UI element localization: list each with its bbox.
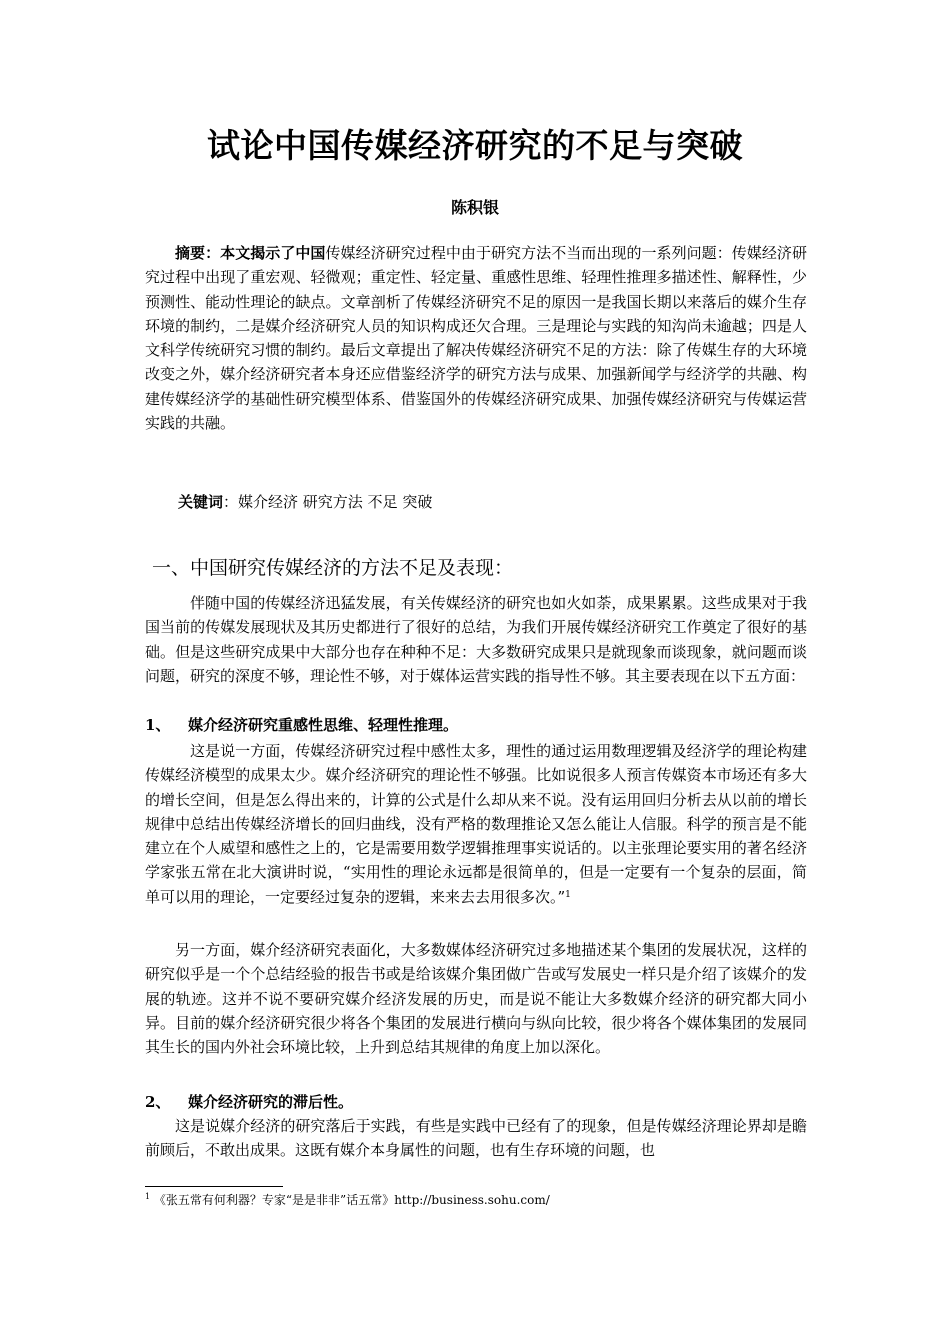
- footnote-text: 《张五常有何利器？专家“是是非非”话五常》http://business.sohu.com/: [153, 1193, 550, 1207]
- footnote-reference[interactable]: 1: [565, 889, 571, 900]
- footnote-number: 1: [145, 1192, 151, 1201]
- subheading-1-number: 1、: [145, 716, 171, 734]
- footnote: [145, 1192, 550, 1208]
- subsection-2-paragraph-1: 这是说媒介经济的研究落后于实践，有些是实践中已经有了的现象，但是传媒经济理论界却是瞻前顾后，不敢出成果。这既有媒介本身属性的问题，也有生存环境的问题，也: [145, 1117, 807, 1160]
- subheading-2-number: 2、: [145, 1093, 171, 1111]
- document-title: 试论中国传媒经济研究的不足与突破: [207, 126, 743, 165]
- author-name: 陈积银: [450, 198, 499, 217]
- subsection-1-paragraph-1: [145, 739, 807, 909]
- subheading-2-title: 媒介经济研究的滞后性。: [188, 1093, 354, 1111]
- keywords-text: ：媒介经济 研究方法 不足 突破: [223, 493, 433, 511]
- subheading-1: [145, 713, 458, 737]
- keywords-label: 关键词: [178, 493, 224, 511]
- section-heading: 一、中国研究传媒经济的方法不足及表现：: [152, 557, 514, 579]
- abstract-text: 传媒经济研究过程中由于研究方法不当而出现的一系列问题：传媒经济研究过程中出现了重宏观、轻微观；重定性、轻定量、重感性思维、轻理性推理多描述性、解释性，少预测性、能动性理论的缺点。文章剖析了传媒经济研究不足的原因一是我国长期以来落后的媒介生存环境的制约，二是媒介经济研究人员的知识构成还欠合理。三是理论与实践的知沟尚未逾越；四是人文科学传统研究习惯的制约。最后文章提出了解决传媒经济研究不足的方法：除了传媒生存的大环境改变之外，媒介经济研究者本身还应借鉴经济学的研究方法与成果、加强新闻学与经济学的共融、构建传媒经济学的基础性研究模型体系、借鉴国外的传媒经济研究成果、加强传媒经济研究与传媒运营实践的共融。: [145, 244, 807, 433]
- keywords-line: [178, 491, 432, 512]
- abstract-label: 摘要：本文揭示了中国: [175, 244, 326, 262]
- footnote-divider: [145, 1186, 283, 1187]
- abstract-paragraph: [145, 241, 807, 435]
- subsection-1-paragraph-2: 另一方面，媒介经济研究表面化，大多数媒体经济研究过多地描述某个集团的发展状况，这样的研究似乎是一个个总结经验的报告书或是给该媒介集团做广告或写发展史一样只是介绍了该媒介的发展的轨迹。这并不说不要研究媒介经济发展的历史，而是说不能让大多数媒介经济的研究都大同小异。目前的媒介经济研究很少将各个集团的发展进行横向与纵向比较，很少将各个媒体集团的发展同其生长的国内外社会环境比较，上升到总结其规律的角度上加以深化。: [145, 941, 807, 1057]
- subheading-1-title: 媒介经济研究重感性思维、轻理性推理。: [188, 716, 459, 734]
- section-intro-paragraph: 伴随中国的传媒经济迅猛发展，有关传媒经济的研究也如火如荼，成果累累。这些成果对于我国当前的传媒发展现状及其历史都进行了很好的总结，为我们开展传媒经济研究工作奠定了很好的基础。但是这些研究成果中大部分也存在种种不足：大多数研究成果只是就现象而谈现象，就问题而谈问题，研究的深度不够，理论性不够，对于媒体运营实践的指导性不够。其主要表现在以下五方面：: [145, 594, 807, 685]
- subheading-2: [145, 1090, 353, 1114]
- paragraph-text: 这是说一方面，传媒经济研究过程中感性太多，理性的通过运用数理逻辑及经济学的理论构建传媒经济模型的成果太少。媒介经济研究的理论性不够强。比如说很多人预言传媒资本市场还有多大的增长空间，但是怎么得出来的，计算的公式是什么却从来不说。没有运用回归分析去从以前的增长规律中总结出传媒经济增长的回归曲线，没有严格的数理推论又怎么能让人信服。科学的预言是不能建立在个人威望和感性之上的，它是需要用数学逻辑推理事实说话的。以主张理论要实用的著名经济学家张五常在北大演讲时说，“实用性的理论永远都是很简单的，但是一定要有一个复杂的层面，简单可以用的理论，一定要经过复杂的逻辑，来来去去用很多次。”: [145, 742, 807, 906]
